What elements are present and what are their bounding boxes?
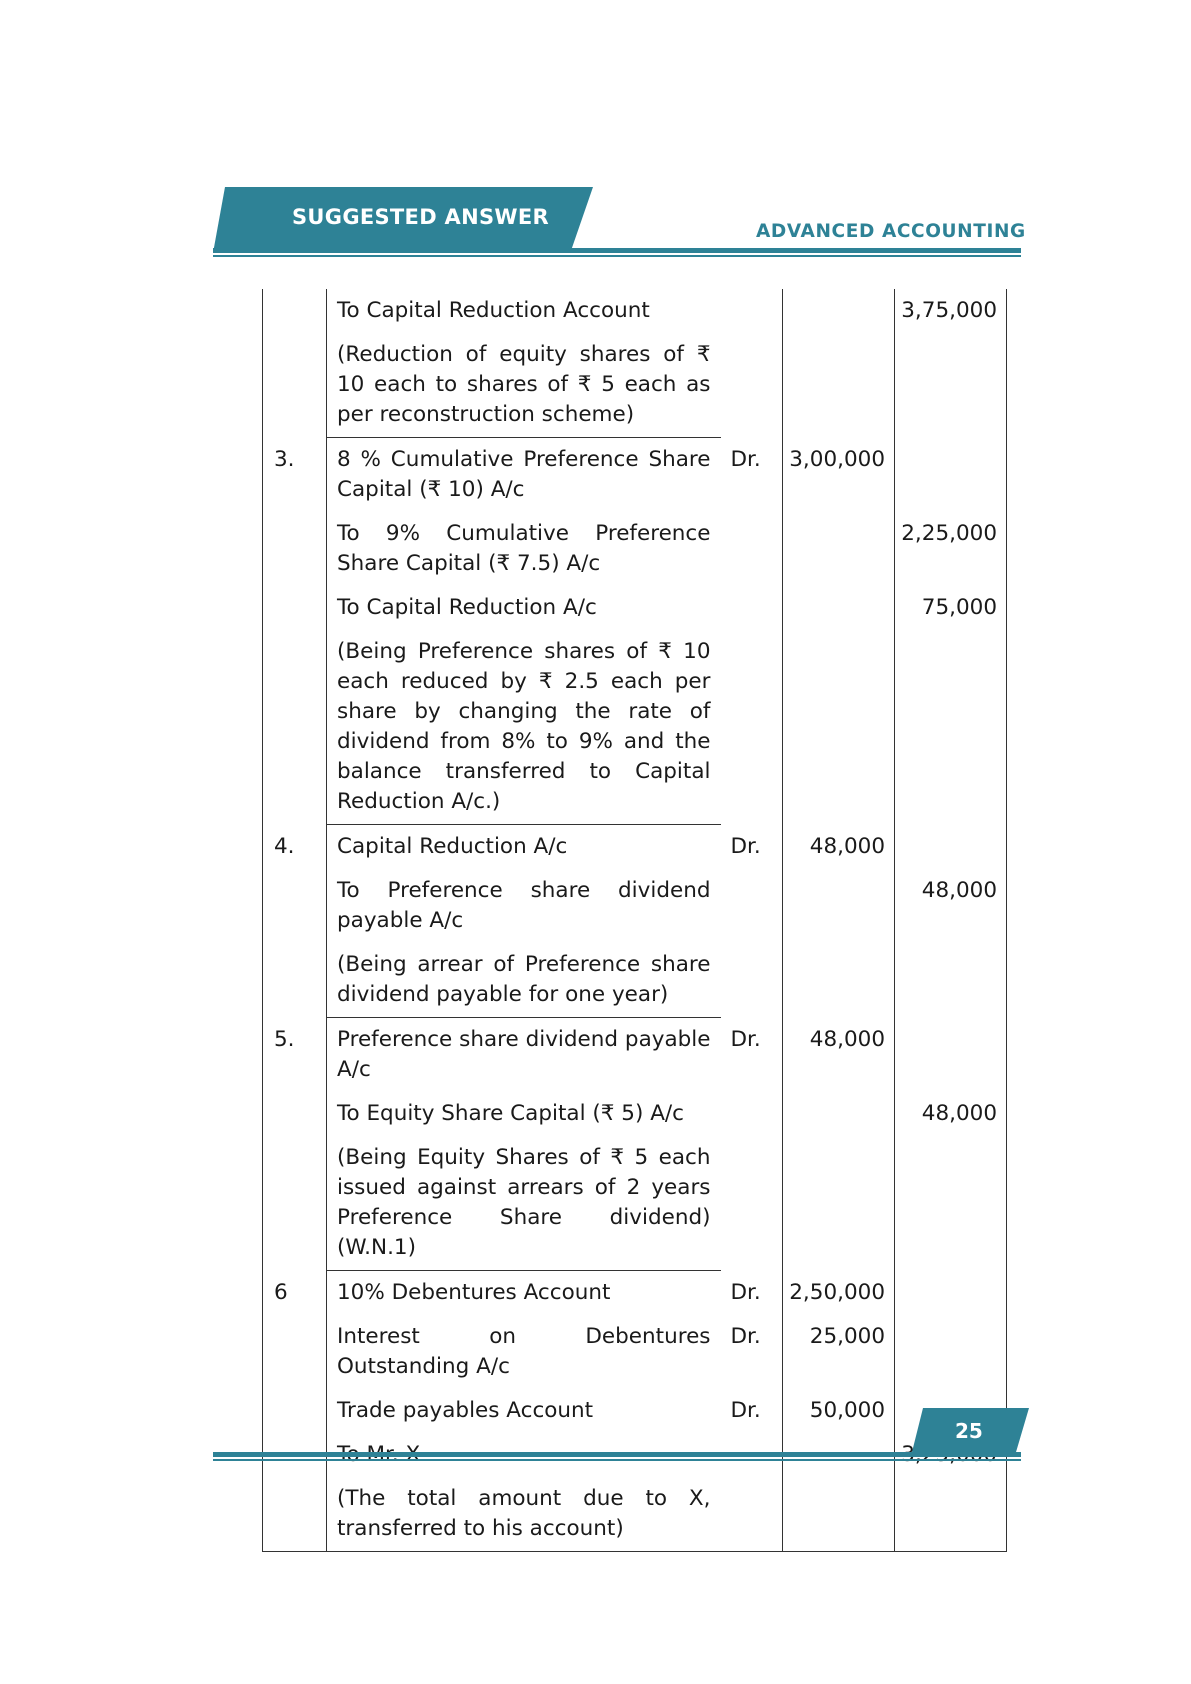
debit-amount: 50,000 (783, 1389, 895, 1433)
journal-row (263, 1018, 1007, 1093)
header-tab-label: SUGGESTED ANSWER (292, 205, 549, 229)
entry-number (263, 333, 327, 438)
dr-marker: Dr. (721, 1018, 783, 1093)
debit-amount: 3,00,000 (783, 438, 895, 513)
particulars: Preference share dividend payable A/c (327, 1018, 721, 1093)
dr-marker (721, 630, 783, 825)
particulars: 10% Debentures Account (327, 1271, 721, 1316)
debit-amount (783, 1136, 895, 1271)
journal-row (263, 586, 1007, 630)
entry-number: 6 (263, 1271, 327, 1316)
debit-amount (783, 869, 895, 943)
journal-row (263, 1092, 1007, 1136)
credit-amount: 75,000 (895, 586, 1007, 630)
credit-amount (895, 1477, 1007, 1552)
credit-amount (895, 1315, 1007, 1389)
credit-amount (895, 1271, 1007, 1316)
particulars: 8 % Cumulative Preference Share Capital (₹ 10) A/c (327, 438, 721, 513)
particulars: To Equity Share Capital (₹ 5) A/c (327, 1092, 721, 1136)
debit-amount (783, 1092, 895, 1136)
journal-row (263, 1271, 1007, 1316)
entry-number (263, 586, 327, 630)
particulars: Trade payables Account (327, 1389, 721, 1433)
credit-amount (895, 438, 1007, 513)
journal-row (263, 943, 1007, 1018)
entry-number (263, 869, 327, 943)
particulars: (Reduction of equity shares of ₹ 10 each to shares of ₹ 5 each as per reconstruction scheme) (327, 333, 721, 438)
journal-row (263, 1389, 1007, 1433)
journal-row (263, 1477, 1007, 1552)
credit-amount: 48,000 (895, 1092, 1007, 1136)
dr-marker (721, 869, 783, 943)
debit-amount (783, 1477, 895, 1552)
dr-marker: Dr. (721, 1389, 783, 1433)
journal-row (263, 825, 1007, 870)
page-number: 25 (955, 1419, 983, 1443)
debit-amount (783, 943, 895, 1018)
dr-marker (721, 943, 783, 1018)
credit-amount (895, 1018, 1007, 1093)
particulars: To Capital Reduction A/c (327, 586, 721, 630)
debit-amount (783, 512, 895, 586)
credit-amount: 48,000 (895, 869, 1007, 943)
debit-amount (783, 586, 895, 630)
entry-number (263, 943, 327, 1018)
footer-rule (213, 1452, 1021, 1457)
entry-number (263, 1136, 327, 1271)
credit-amount: 2,25,000 (895, 512, 1007, 586)
debit-amount: 2,50,000 (783, 1271, 895, 1316)
debit-amount: 48,000 (783, 825, 895, 870)
debit-amount (783, 630, 895, 825)
particulars: To Preference share dividend payable A/c (327, 869, 721, 943)
credit-amount (895, 825, 1007, 870)
entry-number (263, 512, 327, 586)
entry-number: 5. (263, 1018, 327, 1093)
journal-row (263, 289, 1007, 333)
entry-number (263, 1389, 327, 1433)
dr-marker (721, 1092, 783, 1136)
debit-amount (783, 289, 895, 333)
dr-marker: Dr. (721, 1271, 783, 1316)
particulars: (The total amount due to X, transferred to his account) (327, 1477, 721, 1552)
credit-amount (895, 333, 1007, 438)
credit-amount (895, 1136, 1007, 1271)
entry-number (263, 1092, 327, 1136)
dr-marker: Dr. (721, 825, 783, 870)
dr-marker (721, 586, 783, 630)
journal-row (263, 630, 1007, 825)
particulars: Capital Reduction A/c (327, 825, 721, 870)
debit-amount: 25,000 (783, 1315, 895, 1389)
debit-amount: 48,000 (783, 1018, 895, 1093)
journal-row (263, 869, 1007, 943)
journal-row (263, 333, 1007, 438)
entry-number (263, 289, 327, 333)
dr-marker (721, 289, 783, 333)
dr-marker (721, 1477, 783, 1552)
entry-number (263, 630, 327, 825)
journal-row (263, 1136, 1007, 1271)
journal-table (262, 289, 1006, 1552)
particulars: To 9% Cumulative Preference Share Capital (₹ 7.5) A/c (327, 512, 721, 586)
entry-number: 3. (263, 438, 327, 513)
credit-amount (895, 630, 1007, 825)
particulars: (Being Preference shares of ₹ 10 each reduced by ₹ 2.5 each per share by changing the rate of dividend from 8% to 9% and the balance transferred to Capital Reduction A/c.) (327, 630, 721, 825)
credit-amount (895, 943, 1007, 1018)
journal-row (263, 1315, 1007, 1389)
dr-marker: Dr. (721, 438, 783, 513)
particulars: Interest on Debentures Outstanding A/c (327, 1315, 721, 1389)
particulars: To Capital Reduction Account (327, 289, 721, 333)
credit-amount: 3,75,000 (895, 289, 1007, 333)
dr-marker (721, 1136, 783, 1271)
header-rule-thin (213, 255, 1021, 257)
journal-row (263, 512, 1007, 586)
journal-row (263, 438, 1007, 513)
header-title: ADVANCED ACCOUNTING (756, 221, 1026, 242)
particulars: (Being Equity Shares of ₹ 5 each issued against arrears of 2 years Preference Share dividend) (W.N.1) (327, 1136, 721, 1271)
entry-number (263, 1315, 327, 1389)
particulars: (Being arrear of Preference share dividend payable for one year) (327, 943, 721, 1018)
footer-rule-thin (213, 1459, 1021, 1461)
dr-marker (721, 333, 783, 438)
entry-number: 4. (263, 825, 327, 870)
header-rule (213, 248, 1021, 253)
entry-number (263, 1477, 327, 1552)
dr-marker: Dr. (721, 1315, 783, 1389)
dr-marker (721, 512, 783, 586)
debit-amount (783, 333, 895, 438)
